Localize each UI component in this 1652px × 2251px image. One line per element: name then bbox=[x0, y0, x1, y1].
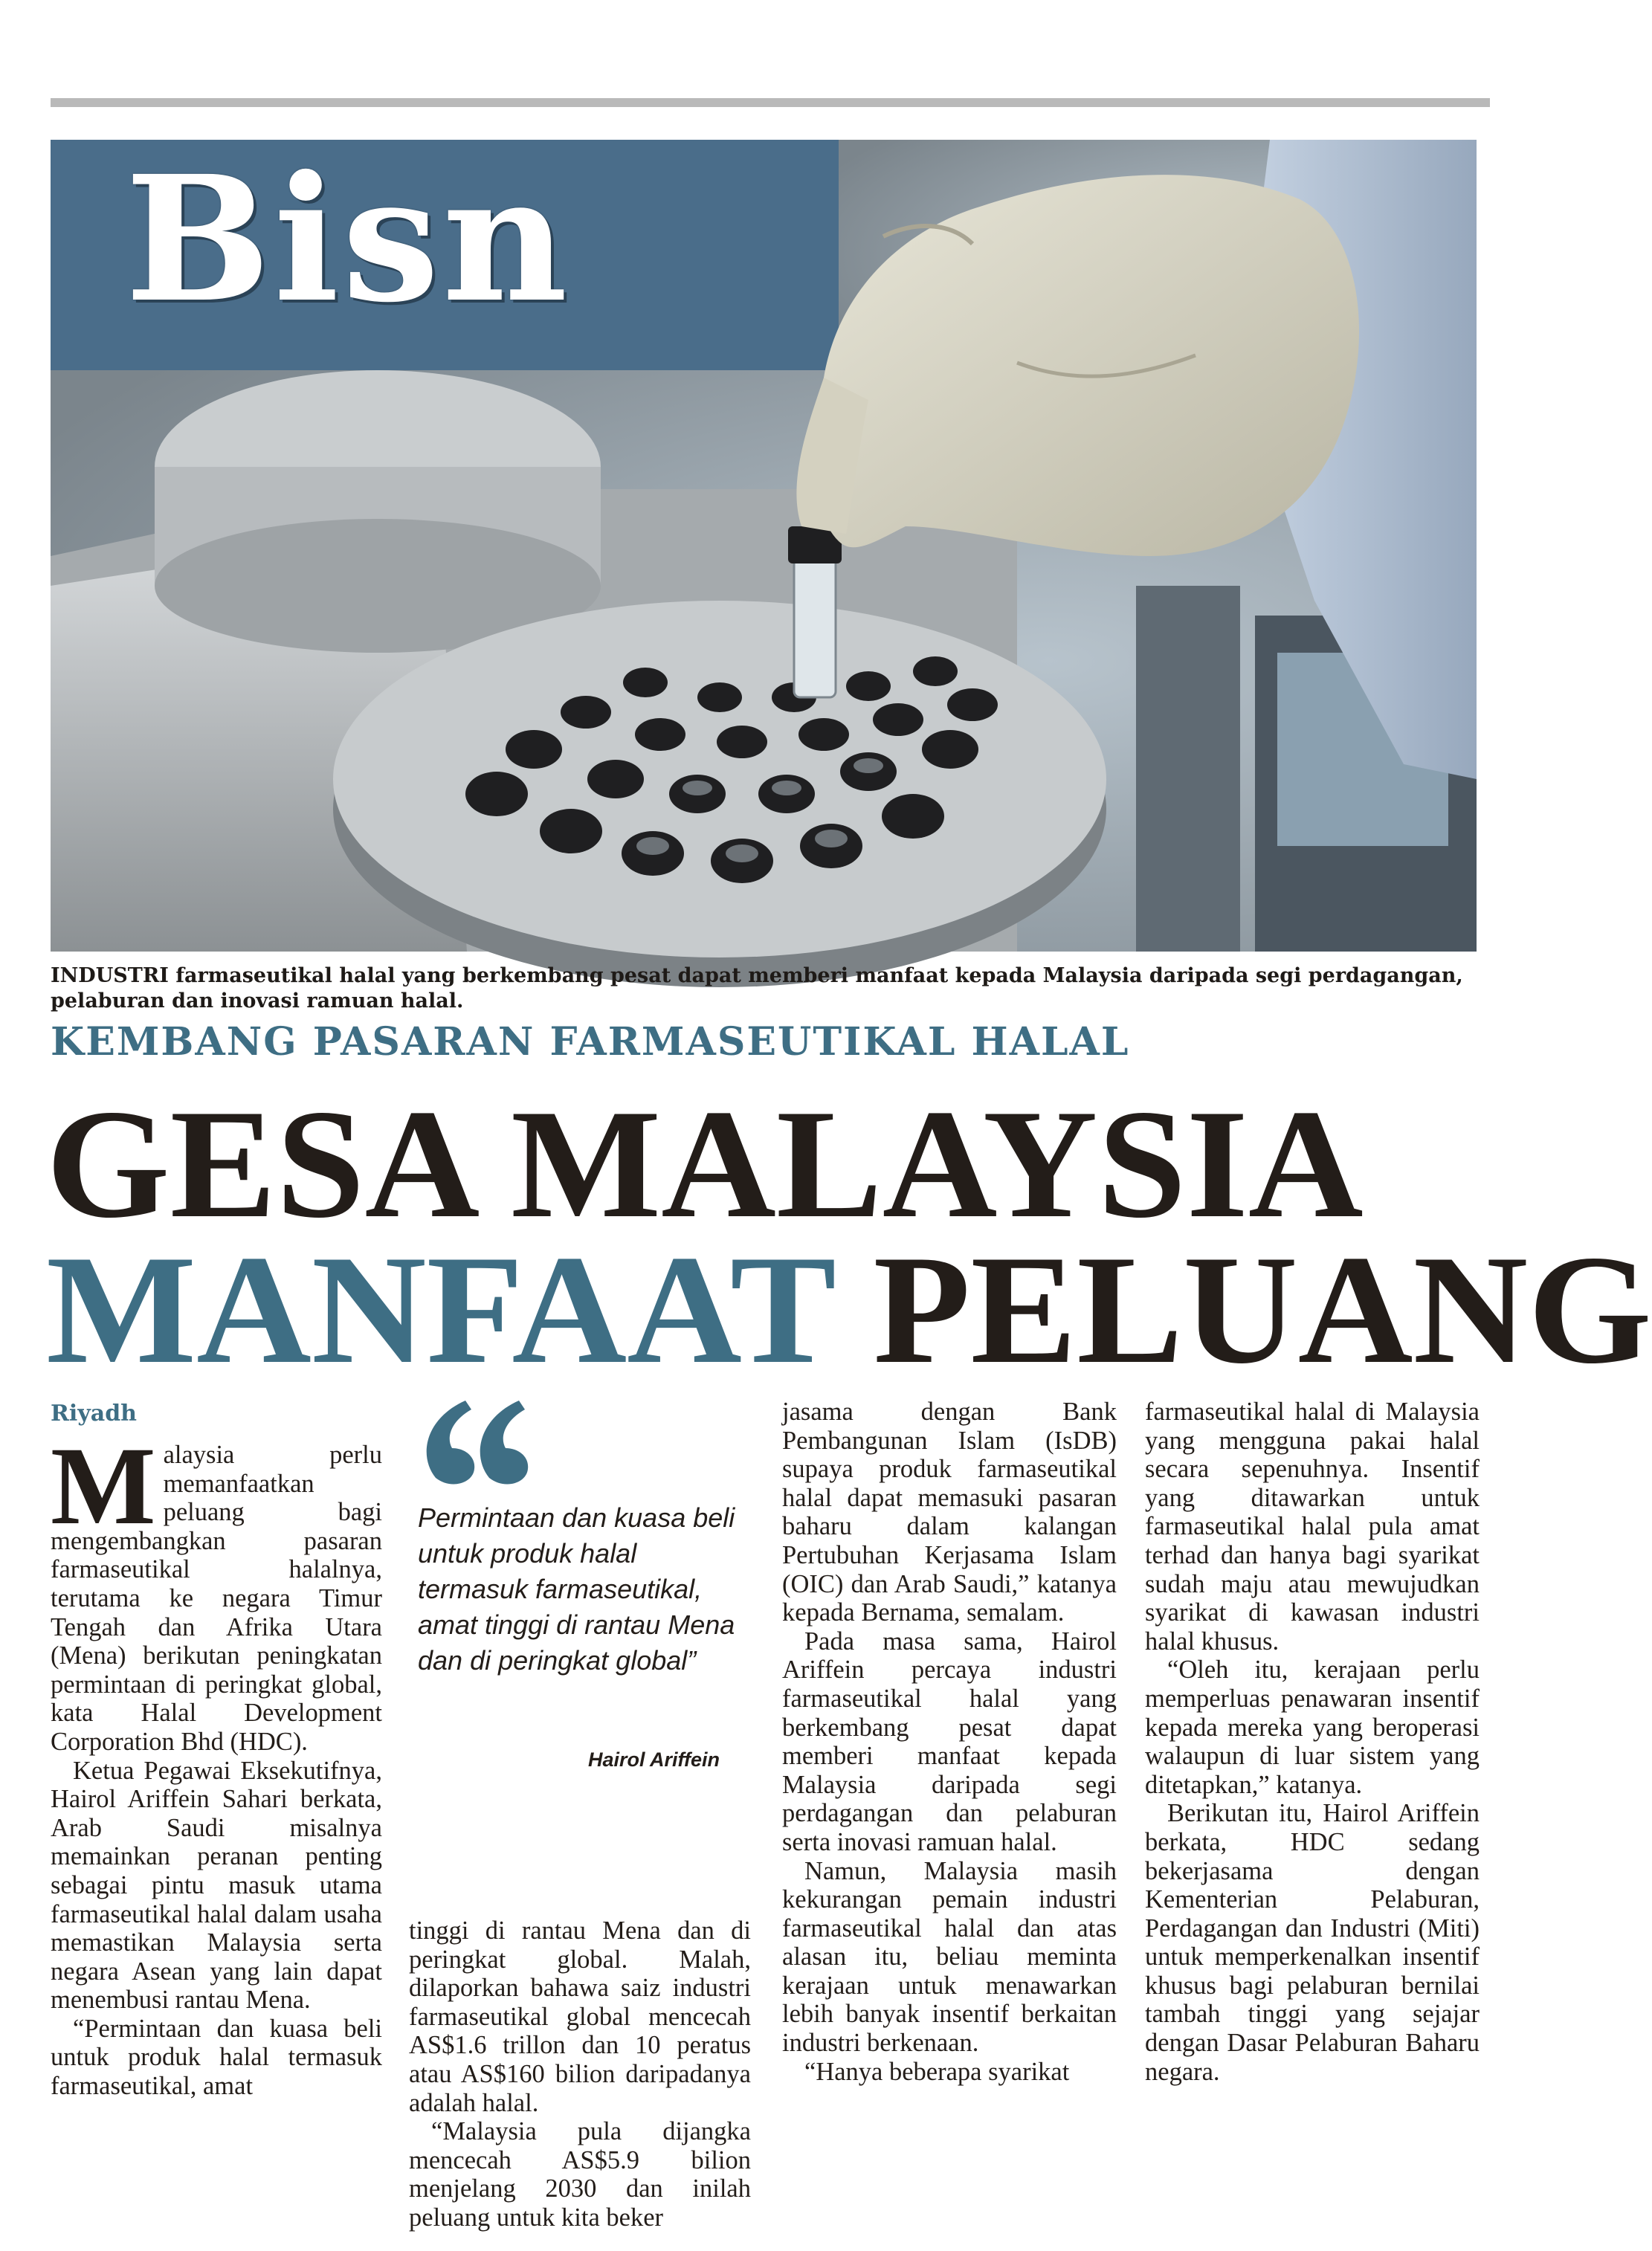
article-paragraph: jasama dengan Bank Pembangunan Islam (IsDB) supaya produk farmaseutikal halal dapat memasuki pasaran baharu dalam kalangan Pertubuhan Kerjasama Islam (OIC) dan Arab Saudi,” katanya kepada Bernama, semalam. bbox=[782, 1398, 1117, 1627]
article-paragraph: “Hanya beberapa syarikat bbox=[804, 2057, 1070, 2086]
drop-cap: M bbox=[51, 1424, 156, 1548]
article-column-1 bbox=[51, 1424, 382, 2101]
section-title: Bisn bbox=[125, 138, 571, 340]
article-column-2 bbox=[409, 1916, 751, 2232]
article-paragraph: Berikutan itu, Hairol Ariffein berkata, HDC sedang bekerjasama dengan Kementerian Pelaburan, Perdagangan dan Industri (Miti) untuk memperkenalkan insentif khusus bagi pelaburan bernilai tambah tinggi yang sejajar dengan Dasar Pelaburan Baharu negara. bbox=[1145, 1799, 1480, 2086]
headline-rest: PELUANG bbox=[873, 1224, 1652, 1396]
photo-caption: INDUSTRI farmaseutikal halal yang berkembang pesat dapat memberi manfaat kepada Malaysia daripada segi perdagangan, pelaburan dan inovasi ramuan halal. bbox=[51, 964, 1463, 1013]
lab-instrument-illustration bbox=[51, 140, 1477, 952]
article-paragraph: Namun, Malaysia masih kekurangan pemain industri farmaseutikal halal dan atas alasan itu, beliau meminta kerajaan untuk menawarkan lebih banyak insentif berkaitan industri berkenaan. bbox=[782, 1856, 1117, 2058]
article-paragraph: “Oleh itu, kerajaan perlu memperluas penawaran insentif kepada mereka yang beroperasi walaupun di luar sistem yang ditetapkan,” katanya. bbox=[1145, 1656, 1480, 1799]
kicker: KEMBANG PASARAN FARMASEUTIKAL HALAL bbox=[51, 1019, 1130, 1065]
article-column-4 bbox=[1145, 1398, 1480, 2086]
quote-mark-icon bbox=[422, 1396, 534, 1485]
article-paragraph bbox=[51, 1424, 382, 1757]
pull-quote-text: Permintaan dan kuasa beli untuk produk halal termasuk farmaseutikal, amat tinggi di rantau Mena dan di peringkat global” bbox=[418, 1502, 735, 1676]
lead-photo bbox=[51, 140, 1477, 952]
article-paragraph: “Permintaan dan kuasa beli untuk produk halal termasuk farmaseutikal, amat bbox=[51, 2014, 382, 2101]
headline-line-2 bbox=[46, 1224, 1652, 1396]
article-paragraph: Pada masa sama, Hairol Ariffein percaya industri farmaseutikal halal yang berkembang pesat dapat memberi manfaat kepada Malaysia daripada segi perdagangan dan pelaburan serta inovasi ramuan halal. bbox=[782, 1627, 1117, 1856]
article-paragraph-text: alaysia perlu memanfaatkan peluang bagi mengembangkan pasaran farmaseutikal halalnya, terutama ke negara Timur Tengah dan Afrika Utara (Mena) berikutan peningkatan permintaan di peringkat global, kata Halal Development Corporation Bhd (HDC). bbox=[51, 1441, 382, 1756]
article-paragraph: “Malaysia pula dijangka mencecah AS$5.9 bilion menjelang 2030 dan inilah peluang untuk kita beker bbox=[409, 2117, 751, 2232]
top-rule bbox=[51, 98, 1490, 107]
pull-quote-author: Hairol Ariffein bbox=[587, 1748, 720, 1771]
pull-quote bbox=[409, 1396, 751, 1790]
article-column-3 bbox=[782, 1398, 1117, 2086]
headline bbox=[46, 1078, 1652, 1396]
headline-line-1: GESA MALAYSIA bbox=[46, 1078, 1364, 1250]
article-paragraph: tinggi di rantau Mena dan di peringkat global. Malah, dilaporkan bahawa saiz industri farmaseutikal global mencecah AS$1.6 trillon dan 10 peratus atau AS$160 bilion daripadanya adalah halal. bbox=[409, 1916, 751, 2117]
dateline: Riyadh bbox=[51, 1401, 137, 1427]
article-paragraph: farmaseutikal halal di Malaysia yang mengguna pakai halal secara sepenuhnya. Insentif yang ditawarkan untuk farmaseutikal halal pula amat terhad dan hanya bagi syarikat sudah maju atau mewujudkan syarikat di kawasan industri halal khusus. bbox=[1145, 1398, 1480, 1656]
article-paragraph: Ketua Pegawai Eksekutifnya, Hairol Ariffein Sahari berkata, Arab Saudi misalnya memainkan peranan penting sebagai pintu masuk utama farmaseutikal halal dalam usaha memastikan Malaysia serta negara Asean yang lain dapat menembusi rantau Mena. bbox=[51, 1756, 382, 2015]
headline-accent: MANFAAT bbox=[46, 1224, 833, 1396]
